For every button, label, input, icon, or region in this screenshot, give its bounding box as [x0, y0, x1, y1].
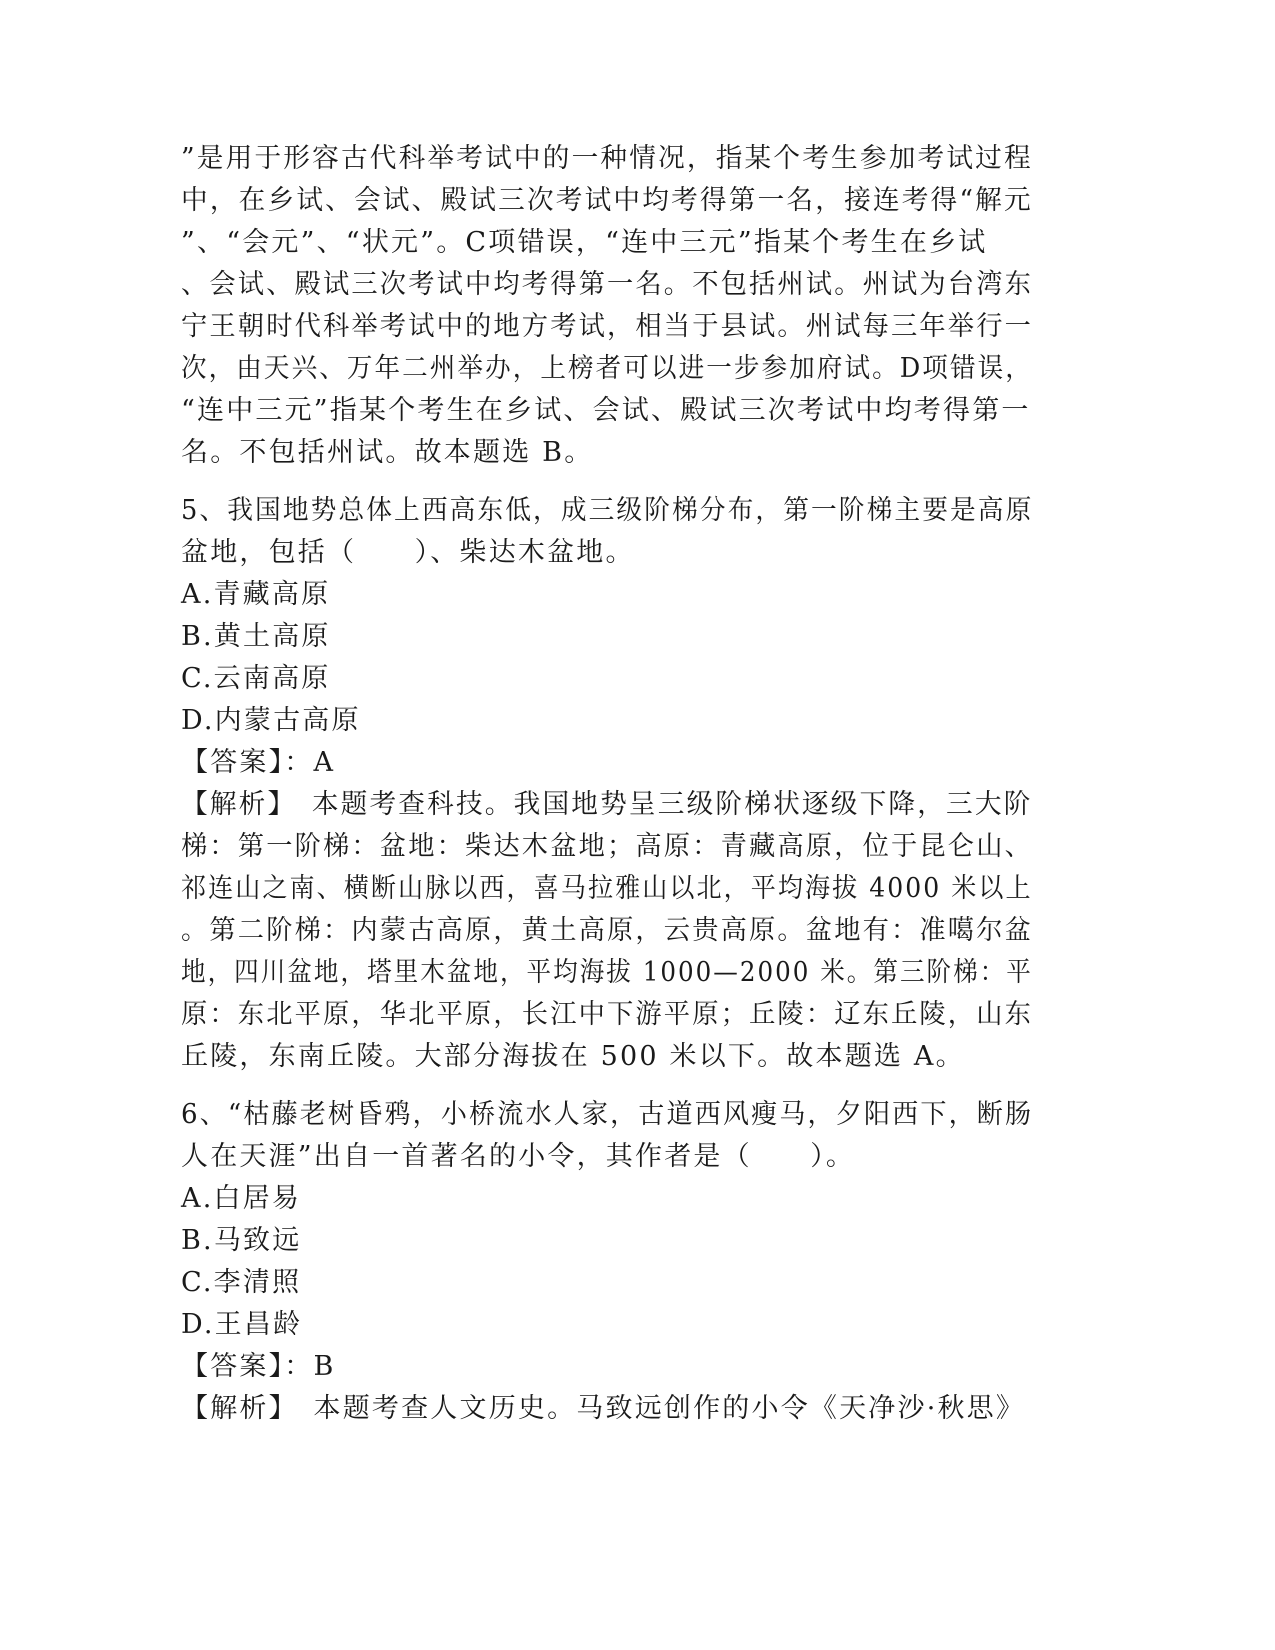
text-line: 中，在乡试、会试、殿试三次考试中均考得第一名，接连考得“解元	[181, 185, 1033, 216]
question-5-explanation: 【解析】 本题考查科技。我国地势呈三级阶梯状逐级下降，三大阶	[181, 789, 1033, 820]
question-5-option-b: B.黄土高原	[181, 621, 331, 652]
text-line: 次，由天兴、万年二州举办，上榜者可以进一步参加府试。D项错误，	[181, 353, 1033, 384]
question-6-answer: 【答案】：B	[181, 1351, 336, 1382]
text-line: “连中三元”指某个考生在乡试、会试、殿试三次考试中均考得第一	[181, 395, 1031, 426]
text-line: ”是用于形容古代科举考试中的一种情况，指某个考生参加考试过程	[181, 143, 1033, 174]
question-5-explanation: 地，四川盆地，塔里木盆地，平均海拔 1000—2000 米。第三阶梯：平	[181, 957, 1033, 988]
question-5-stem: 盆地，包括（ ）、柴达木盆地。	[181, 537, 635, 568]
question-5-explanation: 。第二阶梯：内蒙古高原，黄土高原，云贵高原。盆地有：准噶尔盆	[181, 915, 1033, 946]
question-5-answer: 【答案】：A	[181, 747, 336, 778]
question-6-explanation: 【解析】 本题考查人文历史。马致远创作的小令《天净沙·秋思》	[181, 1393, 1026, 1424]
question-5-option-d: D.内蒙古高原	[181, 705, 361, 736]
question-5-explanation: 丘陵，东南丘陵。大部分海拔在 500 米以下。故本题选 A。	[181, 1041, 965, 1072]
question-5-explanation: 原：东北平原，华北平原，长江中下游平原；丘陵：辽东丘陵，山东	[181, 999, 1033, 1030]
question-6-stem: 6、“枯藤老树昏鸦，小桥流水人家，古道西风瘦马，夕阳西下，断肠	[181, 1099, 1034, 1130]
text-line: 、会试、殿试三次考试中均考得第一名。不包括州试。州试为台湾东	[181, 269, 1033, 300]
question-5-stem: 5、我国地势总体上西高东低，成三级阶梯分布，第一阶梯主要是高原	[181, 495, 1034, 526]
question-6-option-a: A.白居易	[181, 1183, 302, 1214]
question-5-option-c: C.云南高原	[181, 663, 331, 694]
text-line: 宁王朝时代科举考试中的地方考试，相当于县试。州试每三年举行一	[181, 311, 1033, 342]
text-line: ”、“会元”、“状元”。C项错误，“连中三元”指某个考生在乡试	[181, 227, 988, 258]
question-5-explanation: 祁连山之南、横断山脉以西，喜马拉雅山以北，平均海拔 4000 米以上	[181, 873, 1033, 904]
question-6-stem: 人在天涯”出自一首著名的小令，其作者是（ ）。	[181, 1141, 856, 1172]
text-line: 名。不包括州试。故本题选 B。	[181, 437, 594, 468]
question-6-option-c: C.李清照	[181, 1267, 302, 1298]
question-5-option-a: A.青藏高原	[181, 579, 331, 610]
question-6-option-b: B.马致远	[181, 1225, 302, 1256]
question-5-explanation: 梯：第一阶梯：盆地：柴达木盆地；高原：青藏高原，位于昆仑山、	[181, 831, 1033, 862]
question-6-option-d: D.王昌龄	[181, 1309, 303, 1340]
